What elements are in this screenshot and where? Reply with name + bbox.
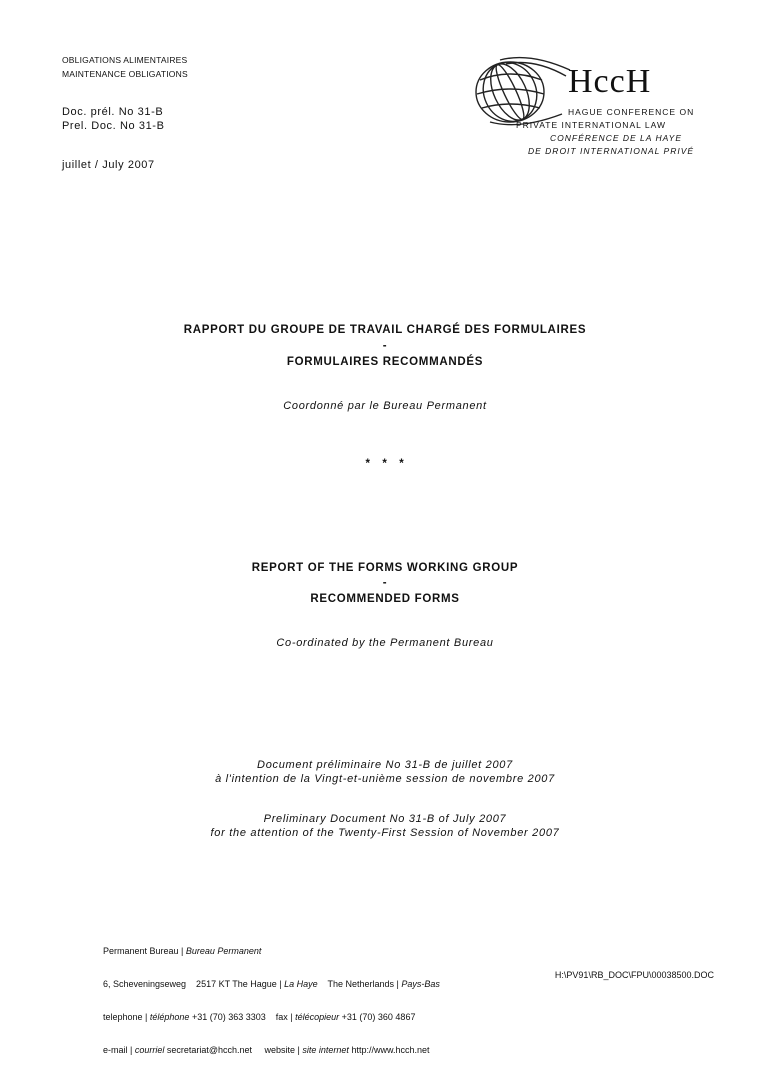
footer-line-email bbox=[103, 1045, 440, 1056]
footer-email-website: secretariat@hcch.net website | bbox=[164, 1045, 303, 1055]
footer-address-block bbox=[103, 924, 440, 1067]
globe-icon bbox=[470, 50, 580, 130]
topic-english: MAINTENANCE OBLIGATIONS bbox=[62, 69, 188, 79]
footer-fax-number: +31 (70) 360 4867 bbox=[339, 1012, 416, 1022]
logo-line-conference-de-la-haye: CONFÉRENCE DE LA HAYE bbox=[550, 133, 682, 143]
footer-telephone-label-fr: téléphone bbox=[149, 1012, 190, 1022]
footer-website-label-fr: site internet bbox=[302, 1045, 349, 1055]
document-number-block bbox=[62, 105, 165, 133]
hcch-wordmark: HccH bbox=[568, 63, 652, 100]
footer-address-city-fr: La Haye bbox=[284, 979, 318, 989]
footer-email-label: e-mail | bbox=[103, 1045, 135, 1055]
footer-address-country-fr: Pays-Bas bbox=[401, 979, 440, 989]
french-title-dash: - bbox=[382, 340, 388, 352]
logo-line-hague-conference: HAGUE CONFERENCE ON bbox=[568, 107, 695, 117]
topic-french: OBLIGATIONS ALIMENTAIRES bbox=[62, 55, 188, 65]
note-french-line1: Document préliminaire No 31-B de juillet 2007 bbox=[257, 759, 513, 771]
french-coordinated-by: Coordonné par le Bureau Permanent bbox=[283, 400, 487, 412]
english-title-line1: REPORT OF THE FORMS WORKING GROUP bbox=[251, 562, 519, 574]
note-english-line1: Preliminary Document No 31-B of July 2007 bbox=[263, 813, 507, 825]
note-english-line2: for the attention of the Twenty-First Session of November 2007 bbox=[210, 827, 560, 839]
english-title-line2: RECOMMENDED FORMS bbox=[310, 593, 460, 605]
french-title-line2: FORMULAIRES RECOMMANDÉS bbox=[286, 356, 484, 368]
footer-website-url: http://www.hcch.net bbox=[348, 1045, 430, 1055]
note-french-line2: à l'intention de la Vingt-et-unième session de novembre 2007 bbox=[215, 773, 555, 785]
doc-number-english: Prel. Doc. No 31-B bbox=[62, 120, 165, 132]
header-topic-block bbox=[62, 53, 188, 81]
french-title-line1: RAPPORT DU GROUPE DE TRAVAIL CHARGÉ DES FORMULAIRES bbox=[183, 324, 587, 336]
doc-number-french: Doc. prél. No 31-B bbox=[62, 106, 164, 118]
hcch-logo bbox=[470, 50, 710, 165]
footer-email-label-fr: courriel bbox=[134, 1045, 165, 1055]
footer-bureau-fr: Bureau Permanent bbox=[185, 946, 262, 956]
english-coordinated-by: Co-ordinated by the Permanent Bureau bbox=[276, 637, 494, 649]
footer-line-bureau bbox=[103, 946, 440, 957]
logo-line-droit-international-prive: DE DROIT INTERNATIONAL PRIVÉ bbox=[528, 146, 695, 156]
english-title-dash: - bbox=[382, 577, 388, 589]
footer-fax-label-fr: télécopieur bbox=[295, 1012, 340, 1022]
footer-telephone-label: telephone | bbox=[103, 1012, 150, 1022]
footer-telephone-number: +31 (70) 363 3303 fax | bbox=[189, 1012, 296, 1022]
footer-address-country: The Netherlands | bbox=[317, 979, 402, 989]
section-separator: * * * bbox=[365, 458, 405, 470]
document-date: juillet / July 2007 bbox=[62, 159, 155, 171]
footer-line-address bbox=[103, 979, 440, 990]
footer-file-path: H:\PV91\RB_DOC\FPU\00038500.DOC bbox=[554, 970, 714, 980]
footer-bureau-en: Permanent Bureau | bbox=[103, 946, 186, 956]
logo-line-private-international-law: PRIVATE INTERNATIONAL LAW bbox=[516, 120, 666, 130]
footer-address-street: 6, Scheveningseweg 2517 KT The Hague | bbox=[103, 979, 285, 989]
footer-line-phone bbox=[103, 1012, 440, 1023]
